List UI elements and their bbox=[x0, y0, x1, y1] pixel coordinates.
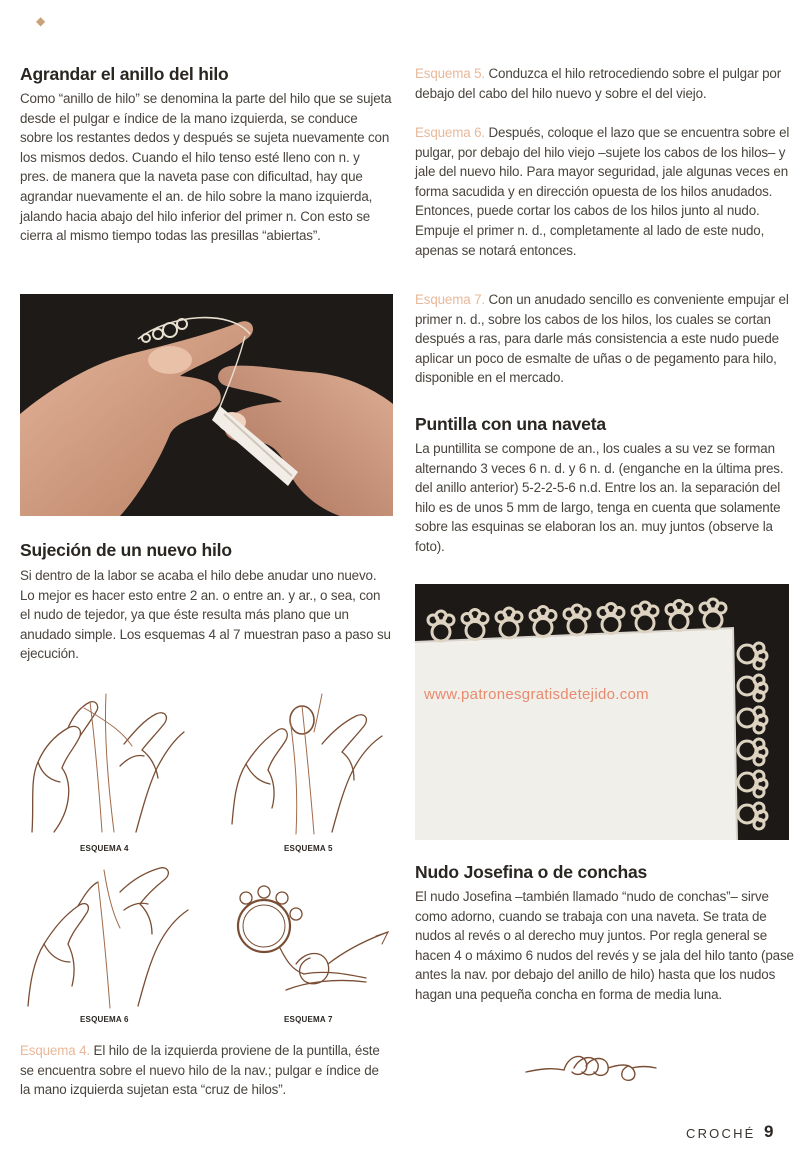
esquema-5-text bbox=[415, 64, 795, 103]
section-agrandar bbox=[20, 64, 392, 246]
watermark-url: www.patronesgratisdetejido.com bbox=[424, 686, 649, 703]
corner-ornament-icon: ◆ bbox=[36, 14, 46, 28]
esquema-5-caption: ESQUEMA 5 bbox=[284, 844, 333, 853]
page-number: 9 bbox=[764, 1122, 774, 1141]
footer-section-label: CROCHÉ bbox=[686, 1126, 756, 1141]
section-sujecion bbox=[20, 540, 392, 664]
shell-knot-illustration bbox=[524, 1046, 658, 1086]
tatted-edging-photo bbox=[415, 584, 789, 840]
esquema-4-hands-illustration bbox=[24, 684, 194, 836]
esquema-6-caption: ESQUEMA 6 bbox=[80, 1015, 129, 1024]
esquema-label: Esquema 6. bbox=[415, 125, 485, 140]
hands-tatting-photo bbox=[20, 294, 393, 516]
section-body: La puntillita se compone de an., los cuales a su vez se forman alternando 3 veces 6 n. d. y 6 n. d. (enganche en la última pres. del anillo anterior) 5-2-2-5-6 n.d. Entre los an. la separación del hilo es de unos 5 mm de largo, tenga en cuenta que solamente sobre las esquinas se elaboran los an. muy juntos (observe la foto). bbox=[415, 441, 784, 554]
esquema-7-caption: ESQUEMA 7 bbox=[284, 1015, 333, 1024]
esquema-4-caption: ESQUEMA 4 bbox=[80, 844, 129, 853]
esquema-6-hands-illustration bbox=[24, 856, 194, 1012]
esquema-description: Conduzca el hilo retrocediendo sobre el pulgar por debajo del cabo del hilo nuevo y sobre el del viejo. bbox=[415, 66, 782, 101]
section-title: Nudo Josefina o de conchas bbox=[415, 862, 648, 882]
esquema-6-text bbox=[415, 123, 795, 260]
section-body: Como “anillo de hilo” se denomina la parte del hilo que se sujeta desde el pulgar e índice de la mano izquierda, se conduce sobre los restantes dedos y después se sujeta nuevamente con los mismos dedos. Cuando el hilo tenso esté lleno con n. y pres. de manera que la naveta pase con dificultad, hay que agrandar nuevamente el an. de hilo sobre la mano izquierda, jalando hacia abajo del hilo inferior del primer n. Con esto se cierra al mismo tiempo todas las presillas “abiertas”. bbox=[20, 91, 392, 244]
esquema-description: El hilo de la izquierda proviene de la puntilla, éste se encuentra sobre el nuevo hilo de la nav.; pulgar e índice de la mano izquierda sujetan esta “cruz de hilos”. bbox=[20, 1043, 380, 1098]
esquema-description: Con un anudado sencillo es conveniente empujar el primer n. d., sobre los cabos de los hilos, los cuales se cortan después a ras, para darle más consistencia a este nudo puede aplicar un poco de esmalte de uñas o de pegamento para hilo, disponible en el mercado. bbox=[415, 292, 789, 386]
esquema-label: Esquema 5. bbox=[415, 66, 485, 81]
esquema-5-hands-illustration bbox=[226, 684, 392, 836]
section-josefina bbox=[415, 862, 795, 1005]
section-title: Agrandar el anillo del hilo bbox=[20, 64, 229, 84]
esquema-label: Esquema 7. bbox=[415, 292, 485, 307]
esquema-7-text bbox=[415, 290, 795, 388]
esquema-label: Esquema 4. bbox=[20, 1043, 90, 1058]
section-body: El nudo Josefina –también llamado “nudo de conchas”– sirve como adorno, cuando se trabaja con una naveta. Se trata de nudos al revés o al derecho muy juntos. Por regla general se hacen 4 o máximo 6 nudos del revés y se jala del hilo tanto (pase antes la nav. por debajo del anillo de hilo) hasta que los nudos hagan una pequeña concha en forma de media luna. bbox=[415, 889, 794, 1002]
section-title: Puntilla con una naveta bbox=[415, 414, 606, 434]
section-body: Si dentro de la labor se acaba el hilo debe anudar uno nuevo. Lo mejor es hacer esto entre 2 an. o entre an. y ar., o sea, con el nudo de tejedor, ya que éste resulta más plano que un anudado simple. Los esquemas 4 al 7 muestran paso a paso su ejecución. bbox=[20, 568, 391, 662]
section-title: Sujeción de un nuevo hilo bbox=[20, 540, 232, 560]
esquema-7-knot-illustration bbox=[226, 870, 392, 1010]
esquema-4-text bbox=[20, 1041, 392, 1100]
section-puntilla bbox=[415, 414, 795, 557]
esquema-description: Después, coloque el lazo que se encuentra sobre el pulgar, por debajo del hilo viejo –sujete los cabos de los hilos– y jale del nuevo hilo. Para mayor seguridad, jale algunas veces en forma sacudida y en dirección opuesta de los hilos anudados. Entonces, puede cortar los cabos de los hilos junto al nudo. Empuje el primer n. d., completamente al lado de este nudo, apenas se notará entonces. bbox=[415, 125, 790, 258]
